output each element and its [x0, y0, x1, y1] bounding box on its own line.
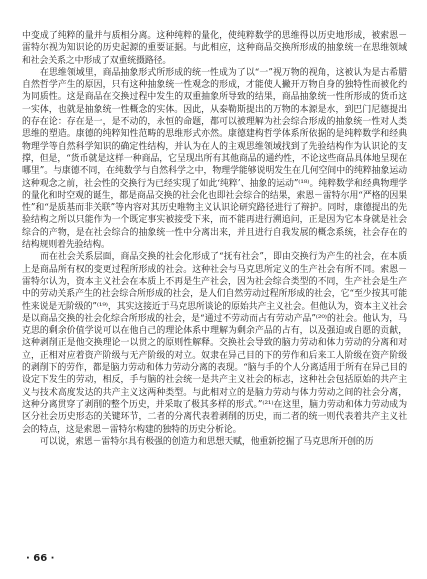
- paragraph-4: 可以说，索恩－雷特尔具有极强的创造力和思想天赋，他重新挖掘了马克思所开创的历: [40, 436, 374, 447]
- page-body: [22, 30, 407, 550]
- paragraph-2: 在思维领域里，商品抽象形式所形成的统一性成为了以“一”视万物的视角，这被认为是古希腊自然哲学产生的原因，只有这种抽象统一性观念的形成，才能使人撇开万物自身的独特性而被化约为同质性。这是商品在交换过程中发生的双重抽象所导致的结果，商品抽象统一性所形成的货币这一实体，也就是抽象统一性概念的实体。因此，从泰勒斯提出的万物的本源是水，到巴门尼德提出的存在论：存在是一，是不动的，永恒的命题，都可以被理解为社会综合形成的抽象统一性对人类思维的塑造。康德的纯粹知性范畴的思维形式亦然。康德建构哲学体系所依据的是纯粹数学和经典物理学等自然科学知识的确定性结构，并认为在人的主观思维领域找到了先验结构作为认识论的支撑，但是，“货币就是这样一种商品，它呈现出所有其他商品的通约性，不论这些商品具体地呈现在哪里”。与康德不同，在纯数学与自然科学之中，物理学能够说明发生在几何空间中的纯粹抽象运动这种观念之前，社会性的交换行为已经实现了如此‘纯粹’、抽象的运动”⁽¹⁸⁾。纯粹数学和经典物理学的量化和时空观的诞生，都是商品交换的社会化也即社会综合的结果，索恩－雷特尔用“严格的因果性”和“是质基而非关联”等内容对其历史唯物主义认识论研究路径进行了辩护。同时，康德提出的先验结构之所以只能作为一个既定事实被接受下来，而不能再进行溯追问，正是因为它本身就是社会综合的产物，是在社会综合的抽象统一性中分离出来，并且进行自我发展的概念系统，社会存在的结构规则着先验结构。: [22, 67, 407, 251]
- paragraph-3: 而在社会关系层面，商品交换的社会化形成了“抚有社会”，即由交换行为产生的社会，在本质上是商品所有权的变更过程所形成的社会。这种社会与马克思所定义的生产社会有所不同。索恩－雷特尔认为，资本主义社会在本质上不再是生产社会，因为社会综合类型的不同，生产社会是生产中的劳动关系产生的社会综合所形成的社会，是人们自然劳动过程所形成的社会，它“至少按其可能性来说是无阶级的”⁽¹⁹⁾，其实这接近于马克思所谈论的原始共产主义社会。但他认为，资本主义社会是以商品交换的社会化综合所形成的社会，是“通过不劳动而占有劳动产品”⁽²⁰⁾的社会。他认为，马克思的剩余价值学说可以在他自己的理论体系中理解为剩余产品的占有，以及强迫或自愿的贡献，这种剥削正是他交换理论一以贯之的原则性解释。交换社会导致的脑力劳动和体力劳动的分离和对立，正相对应着资产阶级与无产阶级的对立。奴隶在异己目的下的劳作和后来工人阶级在资产阶级的剥削下的劳作，都是脑力劳动和体力劳动分离的表现。“脑与手的个人分离适用于所有在异己目的设定下发生的劳动，相反，手与脑的社会统一是共产主义社会的标志，这种社会包括原始的共产主义与技术高度发达的共产主义这两种类型。与此相对立的是脑力劳动与体力劳动之间的社会分离，这种分离贯穿了剥削的整个历史，并采取了极其多样的形式。”⁽²¹⁾在这里，脑力劳动和体力劳动成为区分社会历史形态的关键环节，二者的分离代表着剥削的历史，而二者的统一则代表着共产主义社会的特点，这是索恩－雷特尔构建的独特的历史分析论。: [22, 252, 407, 435]
- page-number: · 66 ·: [26, 553, 55, 564]
- paragraph-1: 中变成了纯粹的量并与质相分离。这种纯粹的量化，使纯粹数学的思维得以历史地形成，被索恩－雷特尔视为知识论的历史起源的重要证据。与此相应，这种商品交换所形成的抽象统一在思维领域和社会关系之中形成了双重统摄路径。: [22, 31, 407, 66]
